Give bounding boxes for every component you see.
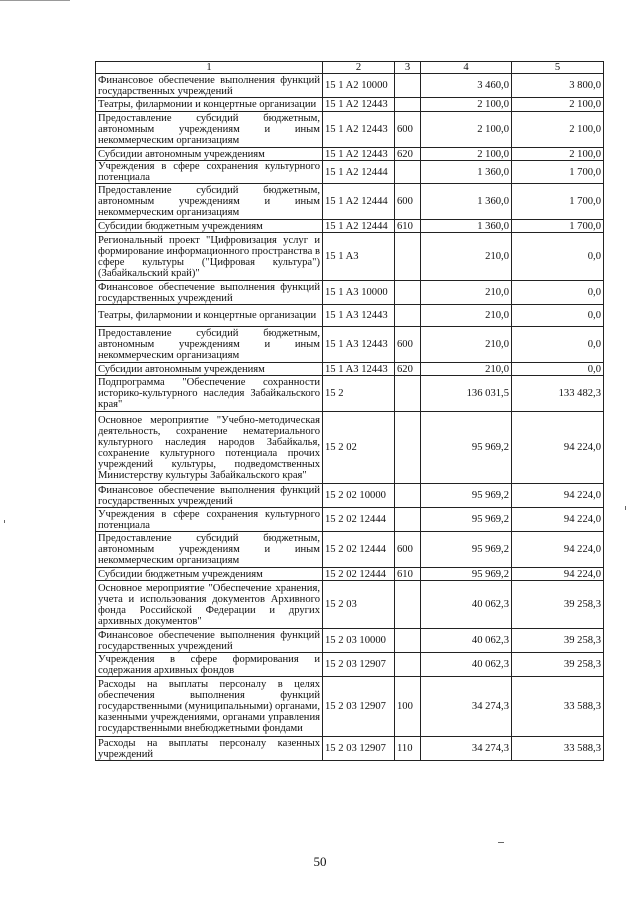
row-vr-cell: 610 <box>395 568 421 581</box>
row-code-cell: 15 2 02 12444 <box>323 508 395 532</box>
row-year1-amount: 95 969,2 <box>421 568 512 581</box>
row-vr-cell: 600 <box>395 184 421 220</box>
row-vr-cell: 600 <box>395 532 421 568</box>
row-name-cell: Предоставление субсидий бюджетным, автономным учреждениям и иным некоммерческим организациям <box>96 184 323 220</box>
row-year2-amount: 94 224,0 <box>512 532 604 568</box>
row-year2-amount: 39 258,3 <box>512 653 604 677</box>
row-year2-amount: 2 100,0 <box>512 98 604 112</box>
row-vr-cell <box>395 233 421 281</box>
row-name-cell: Финансовое обеспечение выполнения функций государственных учреждений <box>96 484 323 508</box>
row-code-cell: 15 2 02 12444 <box>323 568 395 581</box>
row-name-cell: Предоставление субсидий бюджетным, автономным учреждениям и иным некоммерческим организациям <box>96 532 323 568</box>
row-name-cell: Учреждения в сфере формирования и содержания архивных фондов <box>96 653 323 677</box>
row-vr-cell: 610 <box>395 220 421 233</box>
row-name-cell: Расходы на выплаты персоналу в целях обеспечения выполнения функций государственными (муниципальными) органами, казенными учреждениями, органами управления государственными внебюджетными фондами <box>96 677 323 737</box>
row-year1-amount: 95 969,2 <box>421 412 512 484</box>
row-year1-amount: 95 969,2 <box>421 508 512 532</box>
row-year2-amount: 2 100,0 <box>512 112 604 148</box>
row-vr-cell: 620 <box>395 148 421 161</box>
row-year1-amount: 40 062,3 <box>421 581 512 629</box>
budget-table <box>95 61 604 761</box>
row-vr-cell <box>395 508 421 532</box>
table-row <box>96 629 604 653</box>
row-year2-amount: 33 588,3 <box>512 677 604 737</box>
row-name-cell: Субсидии бюджетным учреждениям <box>96 220 323 233</box>
row-year2-amount: 2 100,0 <box>512 148 604 161</box>
row-year1-amount: 2 100,0 <box>421 112 512 148</box>
row-code-cell: 15 2 02 10000 <box>323 484 395 508</box>
row-year2-amount: 0,0 <box>512 327 604 363</box>
table-row <box>96 484 604 508</box>
row-vr-cell <box>395 412 421 484</box>
row-year1-amount: 1 360,0 <box>421 220 512 233</box>
row-name-cell: Финансовое обеспечение выполнения функций государственных учреждений <box>96 74 323 98</box>
row-year2-amount: 0,0 <box>512 305 604 327</box>
row-year2-amount: 1 700,0 <box>512 161 604 184</box>
row-year2-amount: 94 224,0 <box>512 412 604 484</box>
row-vr-cell <box>395 161 421 184</box>
row-year2-amount: 94 224,0 <box>512 568 604 581</box>
row-code-cell: 15 1 A3 12443 <box>323 327 395 363</box>
row-year1-amount: 40 062,3 <box>421 653 512 677</box>
table-row <box>96 161 604 184</box>
row-year2-amount: 0,0 <box>512 281 604 305</box>
row-vr-cell <box>395 281 421 305</box>
header-cell-name: 1 <box>96 62 323 74</box>
row-code-cell: 15 2 03 12907 <box>323 737 395 761</box>
row-year2-amount: 133 482,3 <box>512 376 604 412</box>
row-year1-amount: 136 031,5 <box>421 376 512 412</box>
table-row <box>96 677 604 737</box>
row-year2-amount: 94 224,0 <box>512 508 604 532</box>
row-code-cell: 15 1 A2 12444 <box>323 220 395 233</box>
row-year1-amount: 95 969,2 <box>421 484 512 508</box>
row-year1-amount: 210,0 <box>421 363 512 376</box>
row-name-cell: Предоставление субсидий бюджетным, автономным учреждениям и иным некоммерческим организациям <box>96 112 323 148</box>
row-vr-cell: 110 <box>395 737 421 761</box>
table-row <box>96 508 604 532</box>
row-vr-cell <box>395 629 421 653</box>
row-code-cell: 15 1 A3 <box>323 233 395 281</box>
row-name-cell: Субсидии автономным учреждениям <box>96 363 323 376</box>
header-cell-vr: 3 <box>395 62 421 74</box>
header-cell-year1: 4 <box>421 62 512 74</box>
row-name-cell: Подпрограмма "Обеспечение сохранности историко-культурного наследия Забайкальского края" <box>96 376 323 412</box>
row-year1-amount: 95 969,2 <box>421 532 512 568</box>
scan-speck <box>498 842 504 843</box>
header-cell-code: 2 <box>323 62 395 74</box>
row-vr-cell <box>395 653 421 677</box>
table-row <box>96 74 604 98</box>
table-row <box>96 220 604 233</box>
row-vr-cell <box>395 74 421 98</box>
row-name-cell: Предоставление субсидий бюджетным, автономным учреждениям и иным некоммерческим организациям <box>96 327 323 363</box>
row-name-cell: Расходы на выплаты персоналу казенных учреждений <box>96 737 323 761</box>
row-vr-cell: 600 <box>395 327 421 363</box>
table-row <box>96 376 604 412</box>
scan-speck <box>4 520 5 523</box>
row-vr-cell: 620 <box>395 363 421 376</box>
row-year1-amount: 40 062,3 <box>421 629 512 653</box>
row-code-cell: 15 1 A2 12443 <box>323 112 395 148</box>
row-year2-amount: 1 700,0 <box>512 220 604 233</box>
row-code-cell: 15 2 03 12907 <box>323 677 395 737</box>
table-row <box>96 737 604 761</box>
table-row <box>96 363 604 376</box>
row-year2-amount: 39 258,3 <box>512 581 604 629</box>
row-vr-cell <box>395 305 421 327</box>
row-code-cell: 15 1 A2 12444 <box>323 184 395 220</box>
row-name-cell: Учреждения в сфере сохранения культурного потенциала <box>96 161 323 184</box>
row-year1-amount: 3 460,0 <box>421 74 512 98</box>
page-number: 50 <box>313 854 327 869</box>
row-code-cell: 15 2 02 12444 <box>323 532 395 568</box>
row-code-cell: 15 1 A2 12443 <box>323 148 395 161</box>
table-row <box>96 98 604 112</box>
row-year2-amount: 33 588,3 <box>512 737 604 761</box>
row-name-cell: Финансовое обеспечение выполнения функций государственных учреждений <box>96 629 323 653</box>
row-code-cell: 15 1 A3 12443 <box>323 305 395 327</box>
table-row <box>96 581 604 629</box>
row-vr-cell: 600 <box>395 112 421 148</box>
header-row <box>96 62 604 74</box>
row-year2-amount: 0,0 <box>512 363 604 376</box>
row-code-cell: 15 1 A3 10000 <box>323 281 395 305</box>
scan-edge-line <box>0 0 70 1</box>
table-row <box>96 305 604 327</box>
row-code-cell: 15 2 03 <box>323 581 395 629</box>
row-year2-amount: 94 224,0 <box>512 484 604 508</box>
row-year1-amount: 210,0 <box>421 327 512 363</box>
table-row <box>96 532 604 568</box>
row-name-cell: Региональный проект "Цифровизация услуг и формирование информационного пространства в сфере культуры ("Цифровая культура") (Забайкальский край)" <box>96 233 323 281</box>
table-row <box>96 184 604 220</box>
table-row <box>96 412 604 484</box>
row-name-cell: Субсидии бюджетным учреждениям <box>96 568 323 581</box>
table-row <box>96 281 604 305</box>
row-code-cell: 15 2 03 10000 <box>323 629 395 653</box>
row-name-cell: Субсидии автономным учреждениям <box>96 148 323 161</box>
row-vr-cell: 100 <box>395 677 421 737</box>
row-vr-cell <box>395 581 421 629</box>
row-code-cell: 15 2 <box>323 376 395 412</box>
row-year1-amount: 210,0 <box>421 305 512 327</box>
row-year1-amount: 2 100,0 <box>421 98 512 112</box>
row-vr-cell <box>395 376 421 412</box>
row-year1-amount: 1 360,0 <box>421 184 512 220</box>
scan-speck <box>625 506 626 510</box>
row-code-cell: 15 2 03 12907 <box>323 653 395 677</box>
row-year2-amount: 0,0 <box>512 233 604 281</box>
row-year1-amount: 34 274,3 <box>421 677 512 737</box>
row-name-cell: Театры, филармонии и концертные организации <box>96 98 323 112</box>
row-name-cell: Основное мероприятие "Обеспечение хранения, учета и использования документов Архивного фонда Российской Федерации и других архивных документов" <box>96 581 323 629</box>
row-year1-amount: 34 274,3 <box>421 737 512 761</box>
row-year1-amount: 1 360,0 <box>421 161 512 184</box>
row-code-cell: 15 1 A2 12444 <box>323 161 395 184</box>
row-year2-amount: 39 258,3 <box>512 629 604 653</box>
table-body <box>96 74 604 761</box>
table-row <box>96 112 604 148</box>
row-name-cell: Финансовое обеспечение выполнения функций государственных учреждений <box>96 281 323 305</box>
row-year2-amount: 1 700,0 <box>512 184 604 220</box>
row-name-cell: Театры, филармонии и концертные организации <box>96 305 323 327</box>
row-name-cell: Учреждения в сфере сохранения культурного потенциала <box>96 508 323 532</box>
table-row <box>96 233 604 281</box>
table-row <box>96 148 604 161</box>
row-year1-amount: 210,0 <box>421 233 512 281</box>
row-vr-cell <box>395 484 421 508</box>
row-code-cell: 15 1 A2 12443 <box>323 98 395 112</box>
table-row <box>96 327 604 363</box>
row-name-cell: Основное мероприятие "Учебно-методическая деятельность, сохранение нематериального культурного наследия народов Забайкалья, сохранение культурного потенциала прочих учреждений культуры, подведомственных Министерству культуры Забайкальского края" <box>96 412 323 484</box>
row-code-cell: 15 1 A2 10000 <box>323 74 395 98</box>
row-code-cell: 15 1 A3 12443 <box>323 363 395 376</box>
row-year1-amount: 2 100,0 <box>421 148 512 161</box>
header-cell-year2: 5 <box>512 62 604 74</box>
table-row <box>96 568 604 581</box>
row-vr-cell <box>395 98 421 112</box>
row-year2-amount: 3 800,0 <box>512 74 604 98</box>
table-row <box>96 653 604 677</box>
row-year1-amount: 210,0 <box>421 281 512 305</box>
row-code-cell: 15 2 02 <box>323 412 395 484</box>
